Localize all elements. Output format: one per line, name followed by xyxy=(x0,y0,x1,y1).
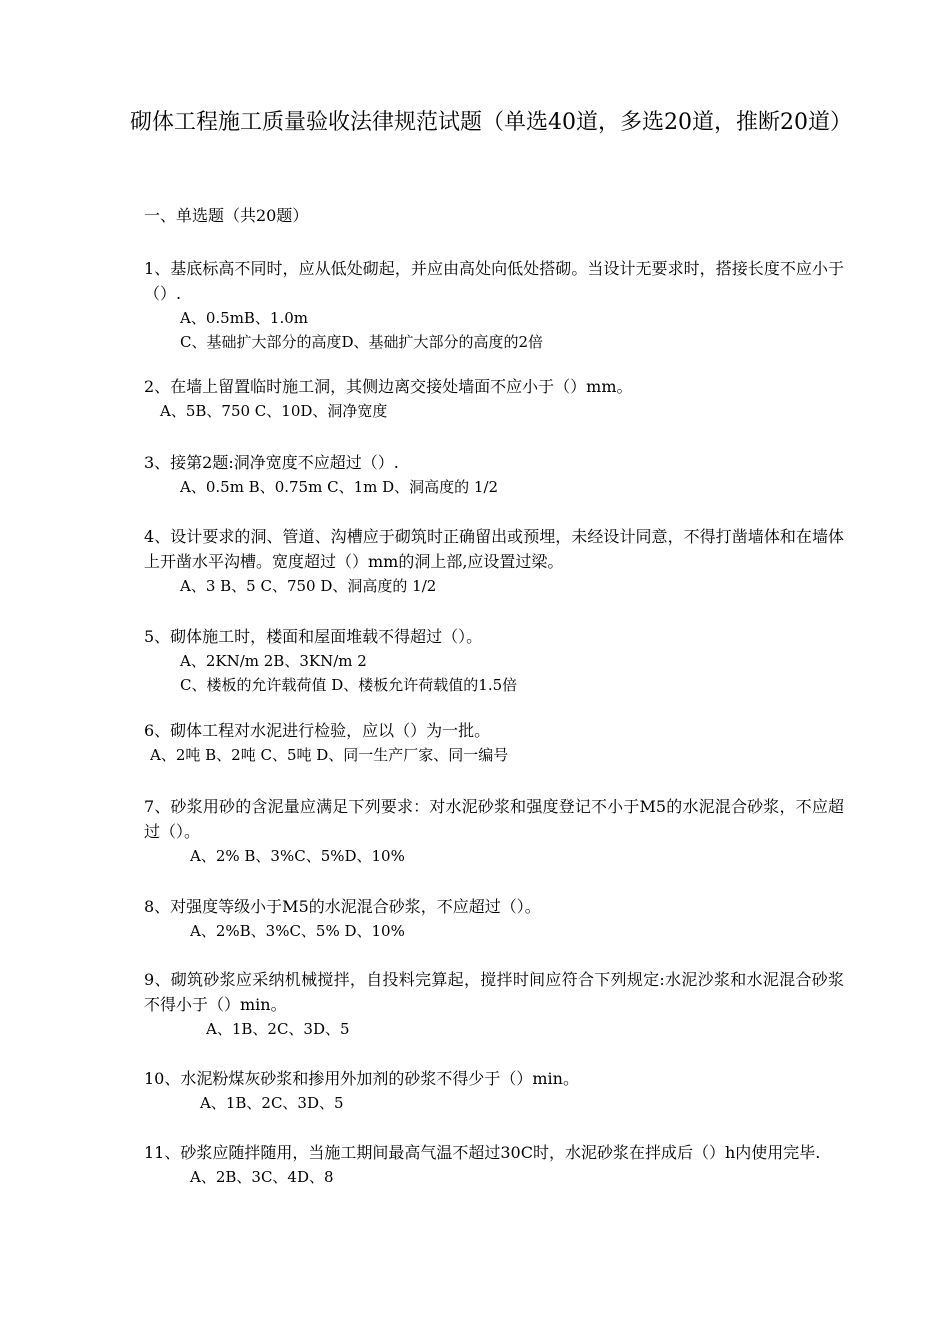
question-11 xyxy=(144,1140,844,1189)
question-stem: 1、基底标高不同时，应从低处砌起，并应由高处向低处搭砌。当设计无要求时，搭接长度不应小于（）. xyxy=(144,259,844,303)
question-options: A、2%B、3%C、5% D、10% xyxy=(190,922,405,940)
document-title: 砌体工程施工质量验收法律规范试题（单选40道，多选20道，推断20道） xyxy=(130,110,852,135)
question-5 xyxy=(144,624,844,697)
question-options: A、3 B、5 C、750 D、洞高度的 1/2 xyxy=(180,577,437,595)
question-stem: 11、砂浆应随拌随用，当施工期间最高气温不超过30C时，水泥砂浆在拌成后（）h内使用完毕. xyxy=(144,1143,821,1162)
question-1 xyxy=(144,256,844,354)
question-6 xyxy=(144,718,844,767)
question-options: A、0.5m B、0.75m C、1m D、洞高度的 1/2 xyxy=(180,478,499,496)
question-stem: 3、接第2题:洞净宽度不应超过（）. xyxy=(144,453,399,472)
question-9 xyxy=(144,967,844,1041)
question-stem: 5、砌体施工时，楼面和屋面堆载不得超过（）。 xyxy=(144,627,483,646)
question-options: A、1B、2C、3D、5 xyxy=(206,1020,350,1038)
question-options: C、楼板的允许载荷值 D、楼板允许荷载值的1.5倍 xyxy=(180,676,518,694)
question-7 xyxy=(144,794,844,868)
question-options: A、2% B、3%C、5%D、10% xyxy=(190,847,405,865)
question-options: A、1B、2C、3D、5 xyxy=(200,1094,344,1112)
question-4 xyxy=(144,524,844,598)
question-10 xyxy=(144,1066,844,1115)
question-options: C、基础扩大部分的高度D、基础扩大部分的高度的2倍 xyxy=(180,333,544,351)
question-2 xyxy=(144,374,844,423)
question-stem: 9、砌筑砂浆应采纳机械搅拌，自投料完算起，搅拌时间应符合下列规定:水泥沙浆和水泥混合砂浆不得小于（）min。 xyxy=(144,970,844,1014)
question-stem: 2、在墙上留置临时施工洞，其侧边离交接处墙面不应小于（）mm。 xyxy=(144,377,633,396)
question-8 xyxy=(144,894,844,943)
question-stem: 6、砌体工程对水泥进行检验，应以（）为一批。 xyxy=(144,721,491,740)
section-heading: 一、单选题（共20题） xyxy=(144,206,309,225)
question-stem: 4、设计要求的洞、管道、沟槽应于砌筑时正确留出或预埋，未经设计同意，不得打凿墙体和在墙体上开凿水平沟槽。宽度超过（）mm的洞上部,应设置过梁。 xyxy=(144,527,844,571)
question-stem: 8、对强度等级小于M5的水泥混合砂浆，不应超过（）。 xyxy=(144,897,541,916)
question-stem: 7、砂浆用砂的含泥量应满足下列要求：对水泥砂浆和强度登记不小于M5的水泥混合砂浆，不应超过（）。 xyxy=(144,797,844,841)
question-options: A、2KN/m 2B、3KN/m 2 xyxy=(180,652,367,670)
question-options: A、2B、3C、4D、8 xyxy=(190,1168,334,1186)
question-stem: 10、水泥粉煤灰砂浆和掺用外加剂的砂浆不得少于（）min。 xyxy=(144,1069,579,1088)
question-options: A、5B、750 C、10D、洞净宽度 xyxy=(160,402,388,420)
question-options: A、2吨 B、2吨 C、5吨 D、同一生产厂家、同一编号 xyxy=(150,746,509,764)
question-options: A、0.5mB、1.0m xyxy=(180,309,309,327)
question-3 xyxy=(144,450,844,499)
